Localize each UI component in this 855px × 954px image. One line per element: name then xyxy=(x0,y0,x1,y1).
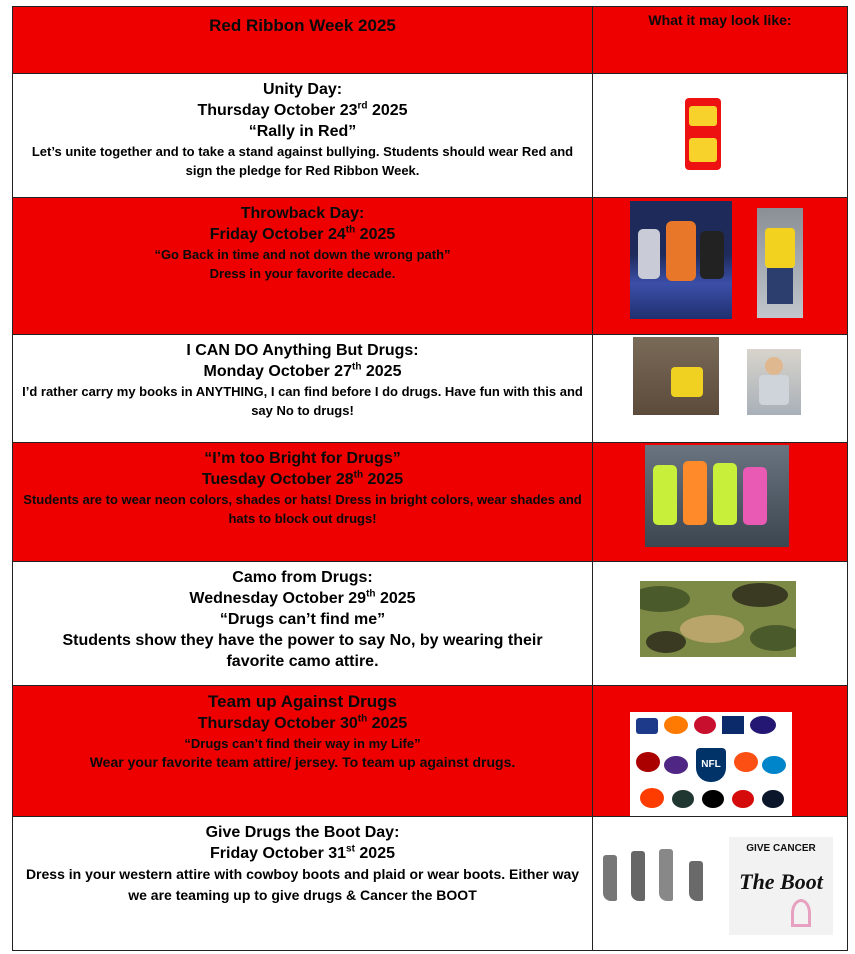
example-image-cell xyxy=(593,817,848,951)
day-description: Wear your favorite team attire/ jersey. To team up against drugs. xyxy=(89,754,516,770)
student-with-basket-photo xyxy=(747,349,801,415)
example-image-cell xyxy=(593,686,848,817)
day-slogan: “Rally in Red” xyxy=(248,123,357,140)
day-description: Students are to wear neon colors, shades or hats! Dress in bright colors, wear shades and hats to block out drugs! xyxy=(23,492,582,526)
day-row-boot xyxy=(13,817,848,951)
throwback-group-photo xyxy=(630,201,732,319)
red-ribbon-schedule-table xyxy=(12,6,848,951)
example-image-cell xyxy=(593,335,848,443)
day-name: Team up Against Drugs xyxy=(208,692,397,711)
day-row-anything-but-drugs xyxy=(13,335,848,443)
day-slogan: “Drugs can’t find their way in my Life” xyxy=(184,736,421,751)
day-name: Throwback Day: xyxy=(240,205,365,222)
day-row-throwback xyxy=(13,198,848,335)
day-date: Friday October 24th 2025 xyxy=(209,224,396,243)
day-date: Thursday October 23rd 2025 xyxy=(197,100,408,119)
day-text xyxy=(13,562,592,672)
day-text xyxy=(13,74,592,180)
example-image-cell xyxy=(593,562,848,686)
day-date: Friday October 31st 2025 xyxy=(210,843,395,862)
day-description: Dress in your favorite decade. xyxy=(209,266,396,281)
example-heading-cell xyxy=(593,7,848,74)
day-text xyxy=(13,443,592,528)
day-name: I CAN DO Anything But Drugs: xyxy=(186,342,419,359)
day-slogan: “Go Back in time and not down the wrong path” xyxy=(154,247,451,262)
header-row xyxy=(13,7,848,74)
throwback-jersey-photo xyxy=(757,208,803,318)
example-image-cell xyxy=(593,443,848,562)
day-description: Dress in your western attire with cowboy boots and plaid or wear boots. Either way we are teaming up to give drugs & Cancer the BOOT xyxy=(25,866,580,903)
drug-free-badge-image xyxy=(685,98,721,170)
camo-pattern-image xyxy=(640,581,796,657)
neon-outfits-photo xyxy=(645,445,789,547)
day-text xyxy=(13,335,592,420)
boots-image xyxy=(601,847,711,907)
nfl-logos-collage: NFL xyxy=(630,712,792,816)
day-name: “I’m too Bright for Drugs” xyxy=(204,450,401,467)
day-date: Thursday October 30th 2025 xyxy=(197,713,408,732)
give-cancer-the-boot-logo: GIVE CANCER The Boot xyxy=(729,837,833,935)
day-row-camo xyxy=(13,562,848,686)
day-date: Tuesday October 28th 2025 xyxy=(201,469,404,488)
example-image-cell xyxy=(593,74,848,198)
example-image-cell xyxy=(593,198,848,335)
day-text xyxy=(13,817,592,906)
title-cell xyxy=(13,7,593,74)
day-date: Wednesday October 29th 2025 xyxy=(189,588,416,607)
day-name: Give Drugs the Boot Day: xyxy=(205,824,400,841)
day-text xyxy=(13,198,592,283)
page-title: Red Ribbon Week 2025 xyxy=(209,16,396,35)
example-heading: What it may look like: xyxy=(648,12,792,28)
day-description: Students show they have the power to say No, by wearing their favorite camo attire. xyxy=(62,632,543,670)
day-row-too-bright xyxy=(13,443,848,562)
day-name: Camo from Drugs: xyxy=(232,569,373,586)
day-date: Monday October 27th 2025 xyxy=(203,361,402,380)
day-description: Let’s unite together and to take a stand against bullying. Students should wear Red and sign the pledge for Red Ribbon Week. xyxy=(31,144,574,178)
day-name: Unity Day: xyxy=(262,81,343,98)
mop-bucket-photo xyxy=(633,337,719,415)
day-slogan: “Drugs can’t find me” xyxy=(219,611,386,628)
day-description: I’d rather carry my books in ANYTHING, I can find before I do drugs. Have fun with this and say No to drugs! xyxy=(22,384,583,418)
day-text xyxy=(13,686,592,772)
day-row-unity xyxy=(13,74,848,198)
day-row-team-up xyxy=(13,686,848,817)
